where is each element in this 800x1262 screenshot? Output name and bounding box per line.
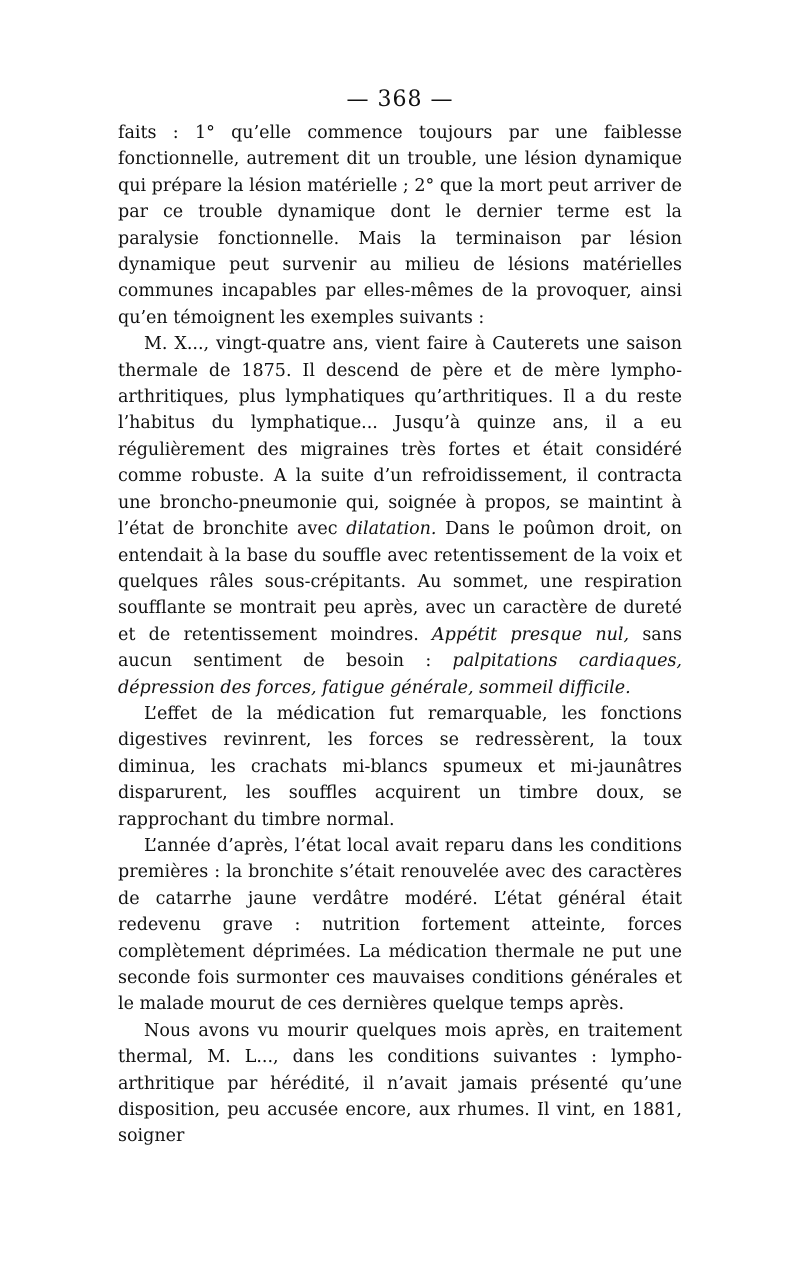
body-text [118,120,682,1150]
paragraph-2-part-c: Dans le poûmon droit, on entendait à la base du souffle avec retentissement de la voix et quelques râles sous-crépitants. Au sommet, une respiration soufflante se montrait peu après, avec un caractère de dureté et de retentissement moindres. [118,519,682,645]
paragraph-2-italic-symptoms: palpitations cardiaques, dépression des forces, fatigue générale, sommeil difficile. [118,651,682,698]
paragraph-2-italic-appetit: Appétit presque nul, [432,624,630,645]
paragraph-5: Nous avons vu mourir quelques mois après, en traitement thermal, M. L..., dans les conditions suivantes : lympho-arthritique par hérédité, il n’avait jamais présenté qu’une disposition, peu accusée encore, aux rhumes. Il vint, en 1881, soigner [118,1020,682,1147]
paragraph-2-part-a: M. X..., vingt-quatre ans, vient faire à Cauterets une saison thermale de 1875. Il descend de père et de mère lympho-arthritiques, plus lymphatiques qu’arthritiques. Il a du reste l’habitus du lymphatique... Jusqu’à quinze ans, il a eu régulièrement des migraines très fortes et était considéré comme robuste. A la suite d’un refroidissement, il contracta une broncho-pneumonie qui, soignée à propos, se maintint à l’état de bronchite avec [118,334,682,540]
paragraph-3: L’effet de la médication fut remarquable, les fonctions digestives revinrent, les forces se redressèrent, la toux diminua, les crachats mi-blancs spumeux et mi-jaunâtres disparurent, les souffles acquirent un timbre doux, se rapprochant du timbre normal. [118,703,682,830]
paragraph-2-part-e: sans aucun sentiment de besoin : [118,624,682,672]
paragraph-2-italic-dilatation: dilatation. [346,519,437,540]
page-number: — 368 — [346,87,454,112]
paragraph-4: L’année d’après, l’état local avait reparu dans les conditions premières : la bronchite s’était renouvelée avec des caractères de catarrhe jaune verdâtre modéré. L’état général était redevenu grave : nutrition fortement atteinte, forces complètement déprimées. La médication thermale ne put une seconde fois surmonter ces mauvaises conditions générales et le malade mourut de ces dernières quelque temps après. [118,835,682,1015]
paragraph-1: faits : 1° qu’elle commence toujours par une faiblesse fonctionnelle, autrement dit un trouble, une lésion dynamique qui prépare la lésion matérielle ; 2° que la mort peut arriver de par ce trouble dynamique dont le dernier terme est la paralysie fonctionnelle. Mais la terminaison par lésion dynamique peut survenir au milieu de lésions matérielles communes incapables par elles-mêmes de la provoquer, ainsi qu’en témoignent les exemples suivants : [118,123,682,328]
paragraph-2 [118,331,682,701]
